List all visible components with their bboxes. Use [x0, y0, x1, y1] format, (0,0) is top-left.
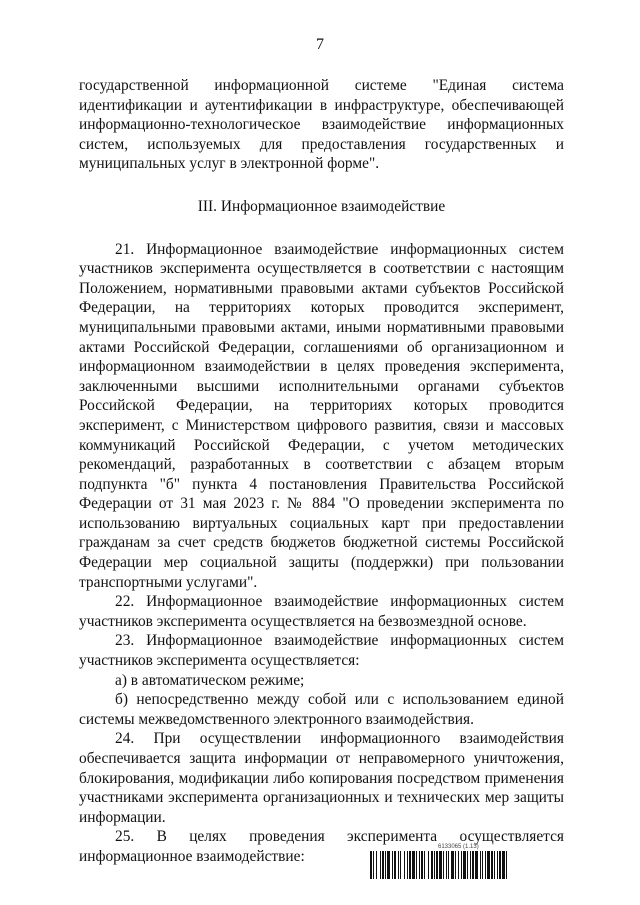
- paragraph-23: 23. Информационное взаимодействие информационных систем участников эксперимента осуществляется:: [79, 632, 564, 670]
- paragraph-25: 25. В целях проведения эксперимента осуществляется информационное взаимодействие:: [79, 828, 564, 865]
- document-barcode: [370, 843, 562, 879]
- barcode-number: 6133065 (1.13): [438, 844, 479, 850]
- paragraph-23-a: а) в автоматическом режиме;: [115, 671, 305, 689]
- paragraph-21: 21. Информационное взаимодействие информационных систем участников эксперимента осуществляется в соответствии с настоящим Положением, нормативными правовыми актами субъектов Российской Федерации, на территориях которых проводится эксперимент, муниципальными правовыми актами, иными нормативными правовыми актами Российской Федерации, соглашениями об организационном и информационном взаимодействии в целях проведения эксперимента, заключенными высшими исполнительными органами субъектов Российской Федерации, на территориях которых проводится эксперимент, с Министерством цифрового развития, связи и массовых коммуникаций Российской Федерации, с учетом методических рекомендаций, разработанных в соответствии с абзацем вторым подпункта "б" пункта 4 постановления Правительства Российской Федерации от 31 мая 2023 г. № 884 "О проведении эксперимента по использованию виртуальных социальных карт при предоставлении гражданам за счет средств бюджетов бюджетной системы Российской Федерации мер социальной защиты (поддержки) при пользовании транспортными услугами".: [79, 240, 564, 591]
- section-heading: III. Информационное взаимодействие: [197, 197, 446, 215]
- continuation-paragraph: государственной информационной системе "Единая система идентификации и аутентификации в инфраструктуре, обеспечивающей информационно-технологическое взаимодействие информационных систем, используемых для предоставления государственных и муниципальных услуг в электронной форме".: [79, 77, 564, 173]
- paragraph-24: 24. При осуществлении информационного взаимодействия обеспечивается защита информации от неправомерного уничтожения, блокирования, модификации либо копирования посредством применения участниками эксперимента организационных и технических мер защиты информации.: [79, 730, 564, 826]
- barcode-icon: [370, 851, 562, 879]
- page-number: 7: [316, 36, 324, 53]
- document-body: [79, 76, 564, 867]
- paragraph-23-b: б) непосредственно между собой или с использованием единой системы межведомственного электронного взаимодействия.: [79, 691, 564, 728]
- paragraph-22: 22. Информационное взаимодействие информационных систем участников эксперимента осуществляется на безвозмездной основе.: [79, 593, 564, 630]
